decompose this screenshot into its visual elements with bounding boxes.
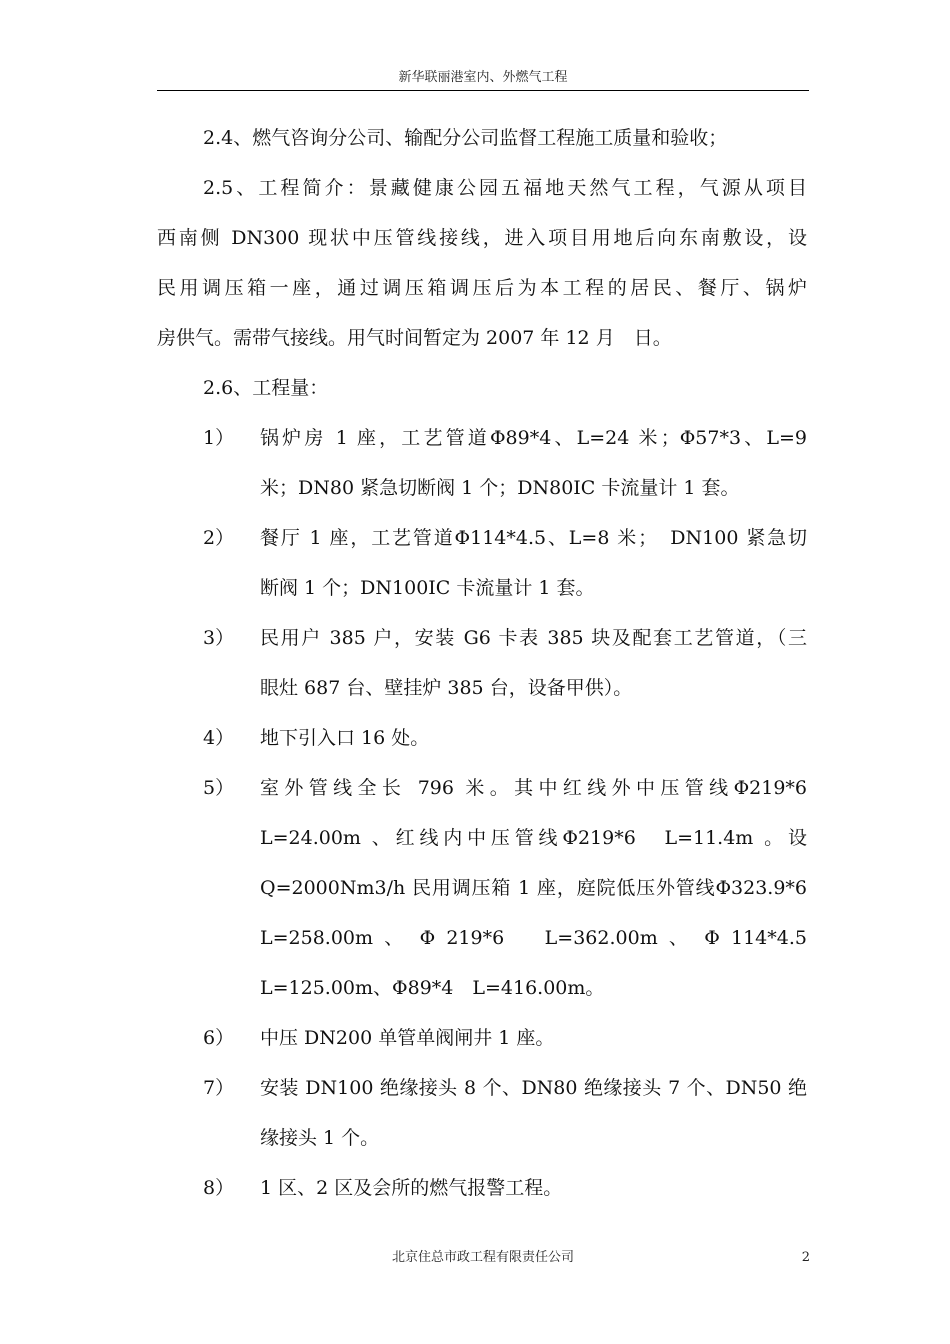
item-5-line-1: 室外管线全长 796 米。其中红线外中压管线Φ219*6 (260, 777, 807, 799)
section-2-4: 2.4、燃气咨询分公司、输配分公司监督工程施工质量和验收； (203, 127, 728, 149)
item-7-number: 7） (203, 1077, 235, 1099)
item-2-number: 2） (203, 527, 235, 549)
item-7-line-1: 安装 DN100 绝缘接头 8 个、DN80 绝缘接头 7 个、DN50 绝 (260, 1077, 807, 1099)
header-divider (157, 90, 809, 91)
item-1-line-2: 米；DN80 紧急切断阀 1 个；DN80IC 卡流量计 1 套。 (260, 477, 740, 499)
page-number: 2 (801, 1250, 810, 1265)
item-5-line-5: L=125.00m、Φ89*4 L=416.00m。 (260, 977, 605, 999)
item-5-line-3: Q=2000Nm3/h 民用调压箱 1 座，庭院低压外管线Φ323.9*6 (260, 877, 807, 899)
page-header: 新华联丽港室内、外燃气工程 (398, 70, 568, 85)
item-6-number: 6） (203, 1027, 235, 1049)
item-2-line-1: 餐厅 1 座，工艺管道Φ114*4.5、L=8 米； DN100 紧急切 (260, 527, 807, 549)
item-8-number: 8） (203, 1177, 235, 1199)
item-5-line-4: L=258.00m 、 Φ 219*6 L=362.00m 、 Φ 114*4.5 (260, 927, 807, 949)
item-5-line-2: L=24.00m 、红线内中压管线Φ219*6 L=11.4m 。设 (260, 827, 807, 849)
section-2-5-line-2: 西南侧 DN300 现状中压管线接线，进入项目用地后向东南敷设，设 (157, 227, 807, 249)
footer-company: 北京住总市政工程有限责任公司 (391, 1250, 574, 1265)
item-1-number: 1） (203, 427, 235, 449)
item-4-line-1: 地下引入口 16 处。 (260, 727, 430, 749)
item-3-number: 3） (203, 627, 235, 649)
section-2-5-line-4: 房供气。需带气接线。用气时间暂定为 2007 年 12 月 日。 (157, 327, 672, 349)
section-2-5-line-3: 民用调压箱一座，通过调压箱调压后为本工程的居民、餐厅、锅炉 (157, 277, 807, 299)
item-6-line-1: 中压 DN200 单管单阀闸井 1 座。 (260, 1027, 555, 1049)
item-8-line-1: 1 区、2 区及会所的燃气报警工程。 (260, 1177, 563, 1199)
item-3-line-2: 眼灶 687 台、壁挂炉 385 台，设备甲供）。 (260, 677, 633, 699)
section-2-5-line-1: 2.5、工程简介：景藏健康公园五福地天然气工程，气源从项目 (203, 177, 807, 199)
item-2-line-2: 断阀 1 个；DN100IC 卡流量计 1 套。 (260, 577, 595, 599)
item-1-line-1: 锅炉房 1 座，工艺管道Φ89*4、L=24 米；Φ57*3、L=9 (260, 427, 807, 449)
item-4-number: 4） (203, 727, 235, 749)
item-5-number: 5） (203, 777, 235, 799)
item-3-line-1: 民用户 385 户，安装 G6 卡表 385 块及配套工艺管道，（三 (260, 627, 807, 649)
section-2-6: 2.6、工程量： (203, 377, 329, 399)
item-7-line-2: 缘接头 1 个。 (260, 1127, 380, 1149)
